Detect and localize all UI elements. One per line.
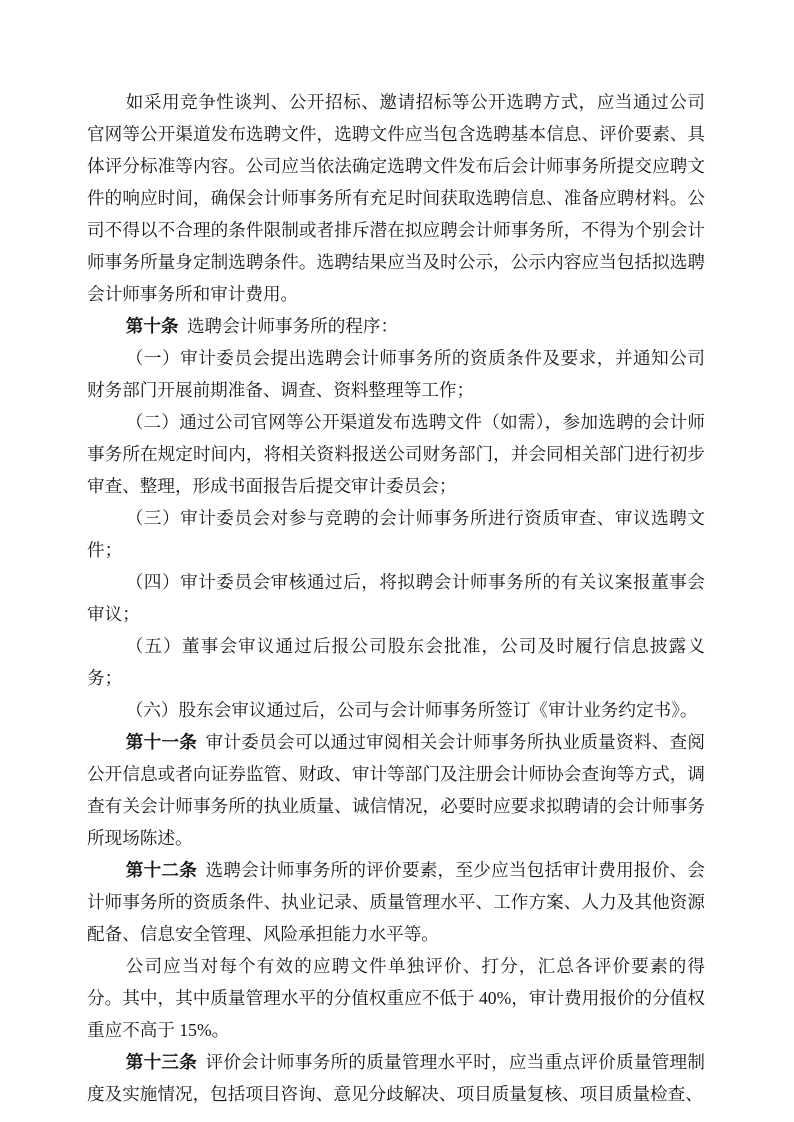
list-item-1: （一）审计委员会提出选聘会计师事务所的资质条件及要求，并通知公司财务部门开展前期准备、调查、资料整理等工作； xyxy=(87,348,705,400)
list-item-2: （二）通过公司官网等公开渠道发布选聘文件（如需），参加选聘的会计师事务所在规定时间内，将相关资料报送公司财务部门，并会同相关部门进行初步审查、整理，形成书面报告后提交审计委员会； xyxy=(87,412,705,496)
list-item-5: （五）董事会审议通过后报公司股东会批准，公司及时履行信息披露义务； xyxy=(87,636,705,688)
article-10-label: 第十条 xyxy=(125,316,179,336)
article-11-paragraph xyxy=(87,726,705,854)
article-10-text: 选聘会计师事务所的程序： xyxy=(186,316,399,336)
paragraph-scoring-rule: 公司应当对每个有效的应聘文件单独评价、打分，汇总各评价要素的得分。其中，其中质量管理水平的分值权重应不低于 40%，审计费用报价的分值权重应不高于 15%。 xyxy=(87,956,705,1040)
document-body xyxy=(87,86,705,1110)
paragraph-selection-method: 如采用竞争性谈判、公开招标、邀请招标等公开选聘方式，应当通过公司官网等公开渠道发布选聘文件，选聘文件应当包含选聘基本信息、评价要素、具体评分标准等内容。公司应当依法确定选聘文件发布后会计师事务所提交应聘文件的响应时间，确保会计师事务所有充足时间获取选聘信息、准备应聘材料。公司不得以不合理的条件限制或者排斥潜在拟应聘会计师事务所，不得为个别会计师事务所量身定制选聘条件。选聘结果应当及时公示，公示内容应当包括拟选聘会计师事务所和审计费用。 xyxy=(87,92,705,304)
article-11-label: 第十一条 xyxy=(125,732,198,752)
article-12-text: 选聘会计师事务所的评价要素，至少应当包括审计费用报价、会计师事务所的资质条件、执业记录、质量管理水平、工作方案、人力及其他资源配备、信息安全管理、风险承担能力水平等。 xyxy=(87,860,705,944)
article-12-label: 第十二条 xyxy=(125,860,198,880)
list-item-6: （六）股东会审议通过后，公司与会计师事务所签订《审计业务约定书》。 xyxy=(125,700,698,720)
article-13-text: 评价会计师事务所的质量管理水平时，应当重点评价质量管理制度及实施情况，包括项目咨询、意见分歧解决、项目质量复核、项目质量检查、 xyxy=(87,1052,705,1104)
article-10-heading-paragraph xyxy=(87,310,705,342)
article-11-text: 审计委员会可以通过审阅相关会计师事务所执业质量资料、查阅公开信息或者向证券监管、财政、审计等部门及注册会计师协会查询等方式，调查有关会计师事务所的执业质量、诚信情况，必要时应要求拟聘请的会计师事务所现场陈述。 xyxy=(87,732,705,848)
article-13-paragraph xyxy=(87,1046,705,1110)
list-item-3: （三）审计委员会对参与竞聘的会计师事务所进行资质审查、审议选聘文件； xyxy=(87,508,705,560)
article-13-label: 第十三条 xyxy=(125,1052,198,1072)
article-12-paragraph xyxy=(87,854,705,950)
list-item-4: （四）审计委员会审核通过后，将拟聘会计师事务所的有关议案报董事会审议； xyxy=(87,572,705,624)
